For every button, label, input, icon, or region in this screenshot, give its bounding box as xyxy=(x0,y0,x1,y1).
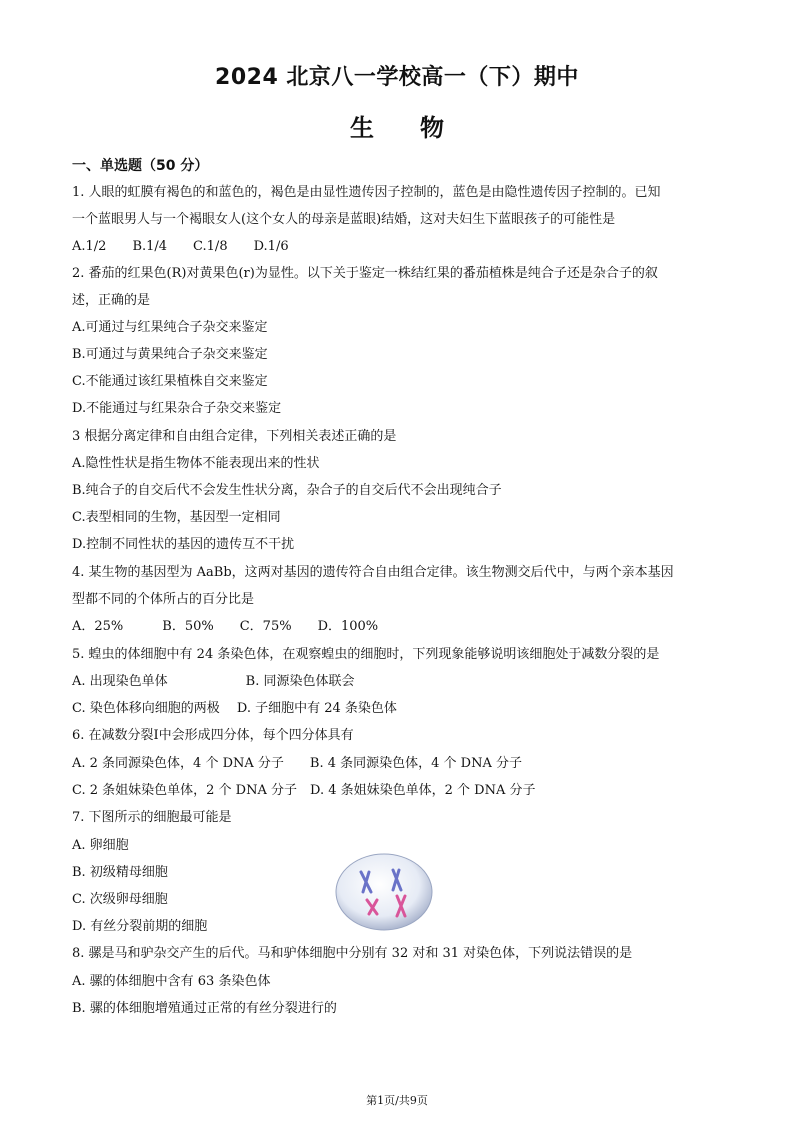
question-7-option-d: D. 有丝分裂前期的细胞 xyxy=(72,919,208,934)
question-1-options: A.1/2 B.1/4 C.1/8 D.1/6 xyxy=(72,239,289,254)
question-6-options-ab: A. 2 条同源染色体，4 个 DNA 分子 B. 4 条同源染色体，4 个 DNA 分子 xyxy=(72,756,522,771)
question-1-line-2: 一个蓝眼男人与一个褐眼女人(这个女人的母亲是蓝眼)结婚，这对夫妇生下蓝眼孩子的可能性是 xyxy=(72,212,616,227)
question-6-stem: 6. 在减数分裂Ⅰ中会形成四分体，每个四分体具有 xyxy=(72,728,354,743)
question-2-line-1: 2. 番茄的红果色(R)对黄果色(r)为显性。以下关于鉴定一株结红果的番茄植株是纯合子还是杂合子的叙 xyxy=(72,266,658,281)
question-8-stem: 8. 骡是马和驴杂交产生的后代。马和驴体细胞中分别有 32 对和 31 对染色体，下列说法错误的是 xyxy=(72,946,633,961)
question-6-options-cd: C. 2 条姐妹染色单体，2 个 DNA 分子 D. 4 条姐妹染色单体，2 个 DNA 分子 xyxy=(72,783,536,798)
question-2-option-c: C.不能通过该红果植株自交来鉴定 xyxy=(72,374,268,389)
question-7-stem: 7. 下图所示的细胞最可能是 xyxy=(72,810,232,825)
question-3-option-d: D.控制不同性状的基因的遗传互不干扰 xyxy=(72,537,295,552)
cell-with-chromosomes-icon xyxy=(333,852,435,932)
question-2-line-2: 述，正确的是 xyxy=(72,293,151,308)
question-2-option-d: D.不能通过与红果杂合子杂交来鉴定 xyxy=(72,401,282,416)
question-8-option-a: A. 骡的体细胞中含有 63 条染色体 xyxy=(72,974,271,989)
question-4-line-2: 型都不同的个体所占的百分比是 xyxy=(72,592,255,607)
question-2-option-b: B.可通过与黄果纯合子杂交来鉴定 xyxy=(72,347,268,362)
subject-title: 生物 xyxy=(350,114,490,142)
question-7-option-b: B. 初级精母细胞 xyxy=(72,865,168,880)
question-7-option-a: A. 卵细胞 xyxy=(72,838,129,853)
question-5-stem: 5. 蝗虫的体细胞中有 24 条染色体，在观察蝗虫的细胞时，下列现象能够说明该细胞处于减数分裂的是 xyxy=(72,647,660,662)
section-heading: 一、单选题（50 分） xyxy=(72,158,209,174)
question-3-option-b: B.纯合子的自交后代不会发生性状分离，杂合子的自交后代不会出现纯合子 xyxy=(72,483,502,498)
question-8-option-b: B. 骡的体细胞增殖通过正常的有丝分裂进行的 xyxy=(72,1001,337,1016)
question-4-line-1: 4. 某生物的基因型为 AaBb，这两对基因的遗传符合自由组合定律。该生物测交后代中，与两个亲本基因 xyxy=(72,565,674,580)
page-number: 第1页/共9页 xyxy=(366,1094,428,1107)
question-2-option-a: A.可通过与红果纯合子杂交来鉴定 xyxy=(72,320,268,335)
question-3-stem: 3 根据分离定律和自由组合定律，下列相关表述正确的是 xyxy=(72,429,397,444)
question-5-options-cd: C. 染色体移向细胞的两极 D. 子细胞中有 24 条染色体 xyxy=(72,701,397,716)
question-3-option-c: C.表型相同的生物，基因型一定相同 xyxy=(72,510,281,525)
question-5-options-ab: A. 出现染色单体 B. 同源染色体联会 xyxy=(72,674,355,689)
question-7-option-c: C. 次级卵母细胞 xyxy=(72,892,168,907)
question-1-line-1: 1. 人眼的虹膜有褐色的和蓝色的，褐色是由显性遗传因子控制的，蓝色是由隐性遗传因子控制的。已知 xyxy=(72,185,661,200)
page-title: 2024 北京八一学校高一（下）期中 xyxy=(215,65,579,90)
question-3-option-a: A.隐性性状是指生物体不能表现出来的性状 xyxy=(72,456,320,471)
question-4-options: A．25% B．50% C．75% D．100% xyxy=(72,619,379,634)
